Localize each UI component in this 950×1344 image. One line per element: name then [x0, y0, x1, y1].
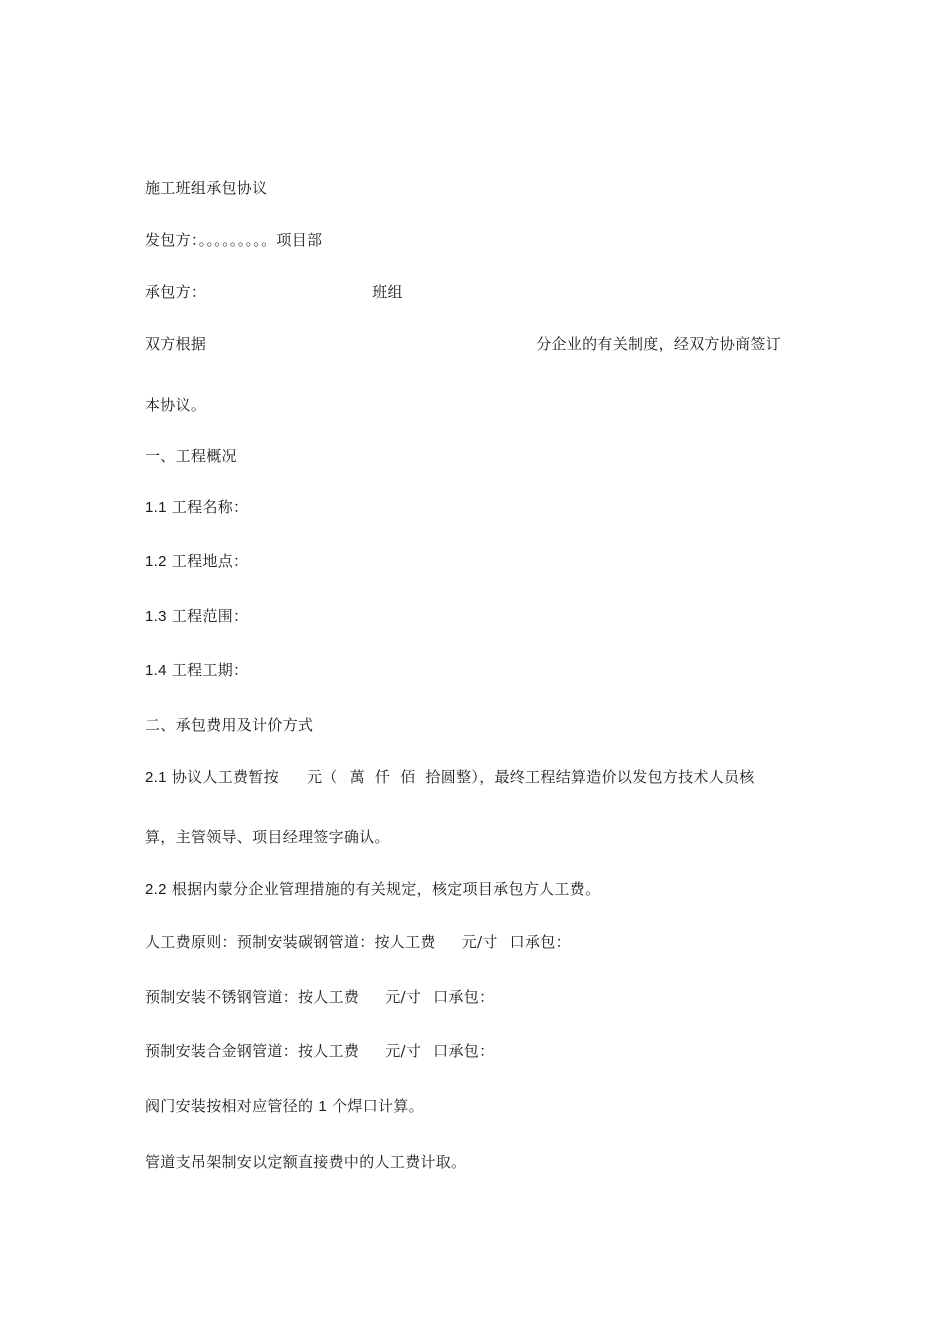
alloy-part-a: 预制安装合金钢管道：按人工费: [145, 1042, 360, 1060]
stainless-part-b: 元/寸: [385, 988, 422, 1006]
principle-line: [145, 932, 571, 952]
support-text: 管道支吊架制安以定额直接费中的人工费计取。: [145, 1153, 467, 1171]
document-title: [145, 178, 267, 198]
employer-line: [145, 230, 322, 250]
item21-continuation-text: 算，主管领导、项目经理签字确认。: [145, 828, 390, 846]
support-line: [145, 1152, 466, 1172]
principle-part-b: 元/寸: [461, 933, 498, 951]
stainless-part-c: 口承包：: [433, 988, 495, 1006]
item-text: 工程地点：: [171, 552, 249, 570]
stainless-part-a: 预制安装不锈钢管道：按人工费: [145, 988, 360, 1006]
alloy-part-c: 口承包：: [433, 1042, 495, 1060]
section2-heading: [145, 715, 313, 735]
item-number: 2.2: [145, 881, 167, 898]
item21-part-b: 元（: [306, 768, 338, 786]
basis-start: 双方根据: [145, 335, 207, 353]
item-1-3: [145, 606, 248, 627]
contractor-line: [145, 282, 403, 302]
valve-line: [145, 1096, 424, 1117]
employer-dots: 。。。。。。。。。: [198, 231, 277, 249]
principle-part-a: 人工费原则：预制安装碳钢管道：按人工费: [145, 933, 436, 951]
basis-line: [145, 334, 781, 354]
contractor-label: 承包方：: [145, 283, 207, 301]
section2-heading-text: 二、承包费用及计价方式: [145, 716, 314, 734]
employer-suffix: 项目部: [276, 231, 323, 249]
item-text: 工程范围：: [171, 607, 249, 625]
section1-heading: [145, 446, 237, 466]
item-1-1: [145, 497, 248, 518]
item-number: 1.2: [145, 553, 167, 570]
stainless-line: [145, 987, 494, 1007]
section1-heading-text: 一、工程概况: [145, 447, 237, 465]
title-text: 施工班组承包协议: [145, 179, 268, 197]
alloy-line: [145, 1041, 494, 1061]
valve-part-b: 个焊口计算。: [332, 1097, 424, 1115]
item-1-2: [145, 551, 248, 572]
principle-part-c: 口承包：: [509, 933, 571, 951]
alloy-part-b: 元/寸: [385, 1042, 422, 1060]
contractor-suffix: 班组: [372, 283, 403, 301]
item-2-1: [145, 767, 755, 788]
item-text: 工程工期：: [171, 661, 249, 679]
valve-part-a: 阀门安装按相对应管径的: [145, 1097, 314, 1115]
basis-continuation: [145, 395, 206, 415]
item21-part-d: 仟: [374, 768, 391, 786]
item21-part-f: 拾圆整），最终工程结算造价以发包方技术人员核: [425, 768, 755, 786]
basis-continuation-text: 本协议。: [145, 396, 207, 414]
item-number: 1.3: [145, 608, 167, 625]
item-number: 1.4: [145, 662, 167, 679]
item-number: 2.1: [145, 769, 167, 786]
item21-part-a: 协议人工费暂按: [171, 768, 279, 786]
item-2-1-continuation: [145, 827, 390, 847]
item-text: 工程名称：: [171, 498, 249, 516]
item-2-2: [145, 879, 600, 900]
employer-label: 发包方：: [145, 231, 199, 249]
item21-part-e: 佰: [400, 768, 416, 786]
item21-part-c: 萬: [349, 768, 365, 786]
item-1-4: [145, 660, 248, 681]
item-number: 1.1: [145, 499, 167, 516]
basis-end: 分企业的有关制度，经双方协商签订: [536, 335, 782, 353]
valve-number: 1: [318, 1098, 328, 1115]
item22-text: 根据内蒙分企业管理措施的有关规定，核定项目承包方人工费。: [171, 880, 601, 898]
